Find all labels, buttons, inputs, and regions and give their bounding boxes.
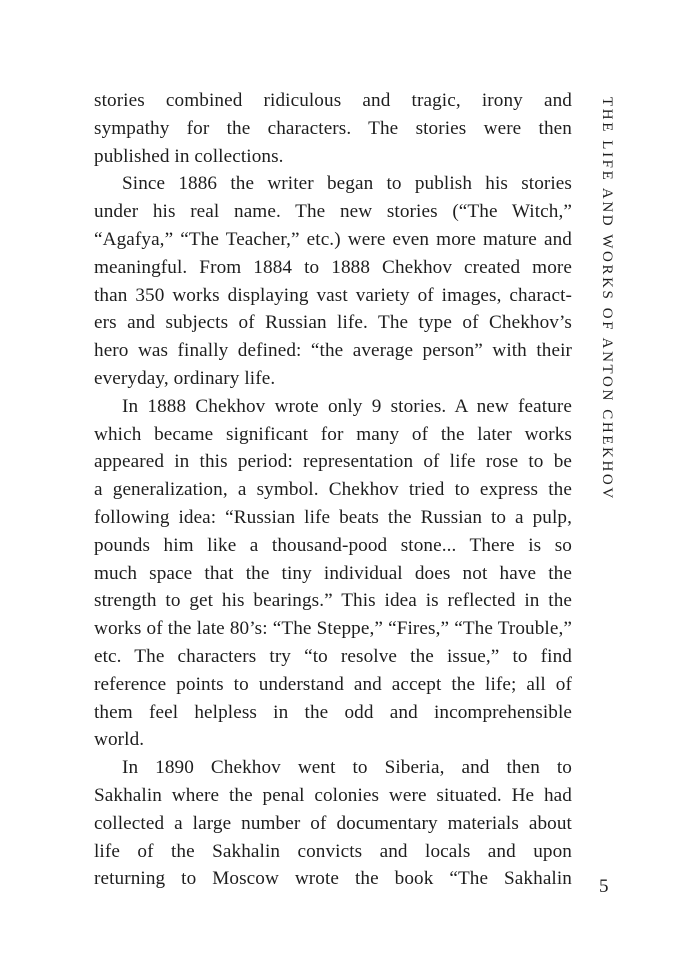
text-line: collected a large number of documentary materials about [94, 812, 572, 834]
text-line: published in collections. [94, 145, 284, 167]
text-line: following idea: “Russian life beats the Russian to a pulp, [94, 506, 572, 528]
text-line: than 350 works displaying vast variety of images, charact- [94, 284, 572, 306]
body-text [94, 87, 572, 893]
text-line: under his real name. The new stories (“The Witch,” [94, 201, 572, 223]
text-line: Since 1886 the writer began to publish his stories [122, 173, 572, 195]
text-line: Sakhalin where the penal colonies were situated. He had [94, 784, 572, 806]
text-line: works of the late 80’s: “The Steppe,” “Fires,” “The Trouble,” [94, 618, 572, 640]
text-line: appeared in this period: representation of life rose to be [94, 451, 572, 473]
text-line: etc. The characters try “to resolve the issue,” to find [94, 645, 572, 667]
text-line: In 1890 Chekhov went to Siberia, and then to [122, 757, 572, 779]
text-line: reference points to understand and accept the life; all of [94, 673, 572, 695]
text-line: meaningful. From 1884 to 1888 Chekhov created more [94, 256, 572, 278]
text-line: which became significant for many of the later works [94, 423, 572, 445]
running-head: THE LIFE AND WORKS OF ANTON CHEKHOV [599, 97, 615, 501]
text-line: pounds him like a thousand-pood stone... There is so [94, 534, 572, 556]
text-line: sympathy for the characters. The stories were then [94, 117, 572, 139]
text-line: returning to Moscow wrote the book “The Sakhalin [94, 868, 572, 890]
text-line: “Agafya,” “The Teacher,” etc.) were even more mature and [94, 228, 572, 250]
text-line: strength to get his bearings.” This idea is reflected in the [94, 590, 572, 612]
text-line: world. [94, 729, 145, 751]
text-line: hero was finally defined: “the average person” with their [94, 340, 572, 362]
text-line: stories combined ridiculous and tragic, irony and [94, 90, 572, 111]
text-line: life of the Sakhalin convicts and locals and upon [94, 840, 572, 862]
text-line: In 1888 Chekhov wrote only 9 stories. A new feature [122, 395, 572, 417]
text-line: much space that the tiny individual does not have the [94, 562, 572, 584]
text-line: a generalization, a symbol. Chekhov tried to express the [94, 479, 572, 501]
text-line: everyday, ordinary life. [94, 367, 276, 389]
text-line: them feel helpless in the odd and incomprehensible [94, 701, 572, 723]
text-line: ers and subjects of Russian life. The type of Chekhov’s [94, 312, 572, 334]
page-number: 5 [599, 876, 609, 897]
